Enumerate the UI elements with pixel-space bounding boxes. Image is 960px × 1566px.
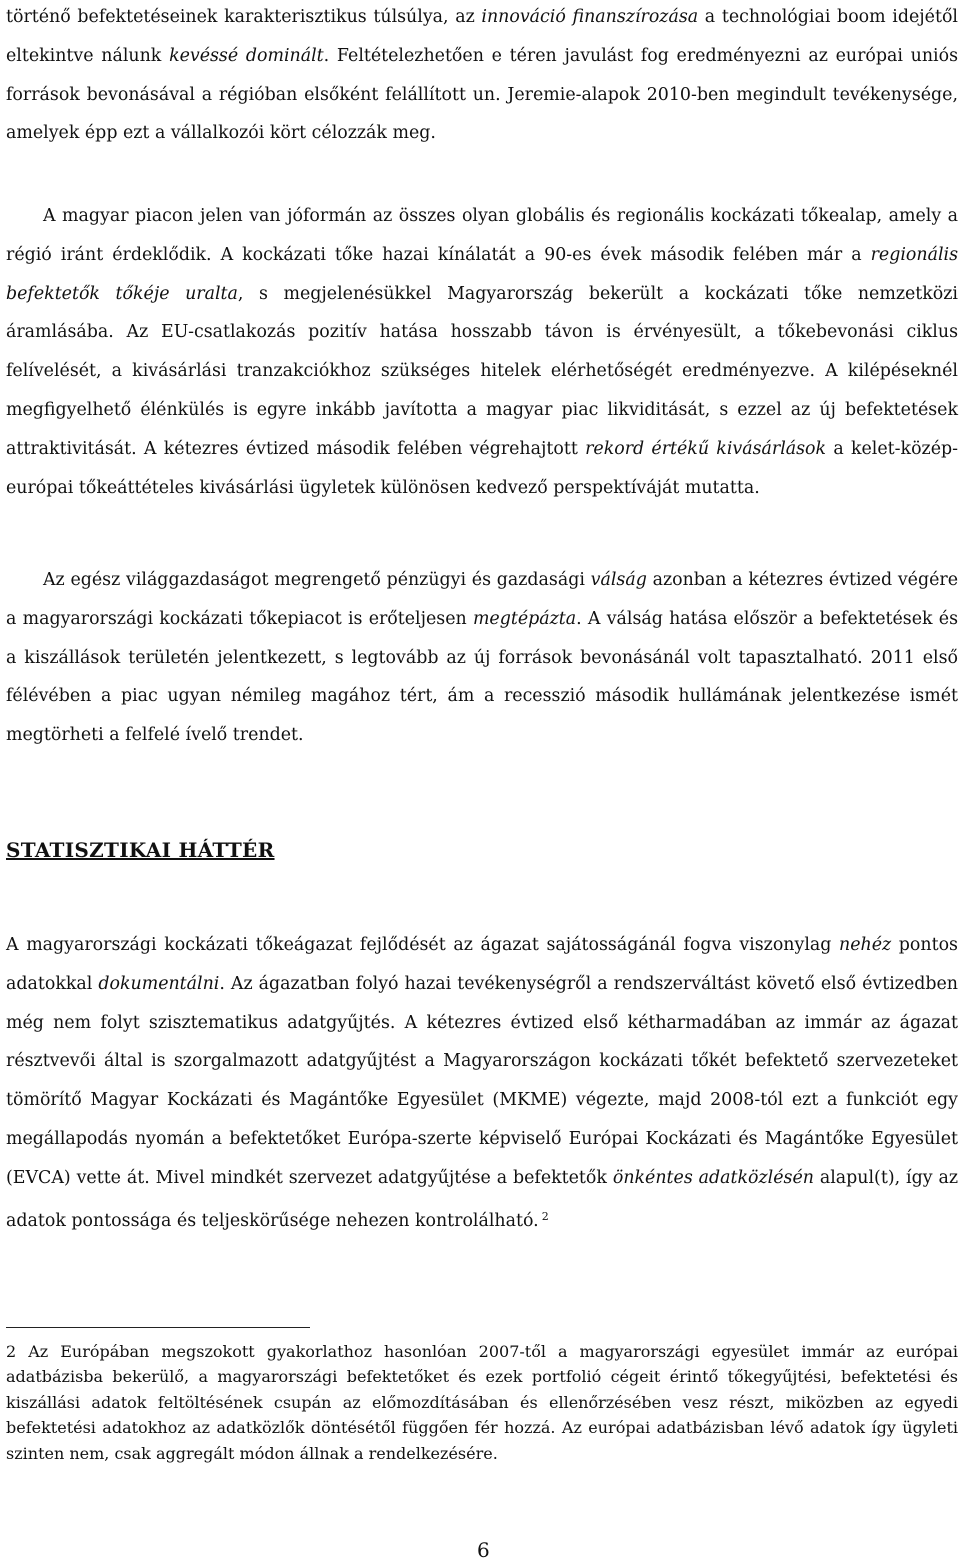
text-span: pontos adatokkal: [6, 935, 958, 994]
text-span: A magyar piacon jelen van jóformán az összes olyan globális és regionális kockázati tőkealap, amely a régió iránt érdeklődik. A kockázati tőke hazai kínálatát a 90-es évek második felében már a: [6, 206, 958, 265]
text-span: A magyarországi kockázati tőkeágazat fejlődését az ágazat sajátosságánál fogva viszonylag: [6, 935, 840, 955]
text-span: történő befektetéseinek karakterisztikus túlsúlya, az: [6, 7, 482, 27]
text-span: alapul(t), így az adatok pontossága és teljeskörűsége nehezen kontrolálható.: [6, 1167, 958, 1231]
emphasis-text: megtépázta: [472, 608, 577, 629]
emphasis-text: rekord értékű kivásárlások: [585, 438, 827, 459]
page-number: 6: [477, 1538, 490, 1562]
text-span: a kelet-közép-európai tőkeáttételes kivásárlási ügyletek különösen kedvező perspektíváját mutatta.: [6, 438, 958, 498]
footnote-reference[interactable]: 2: [541, 1209, 549, 1223]
paragraph-market-players: [6, 197, 958, 507]
emphasis-text: válság: [590, 570, 647, 590]
section-heading: STATISZTIKAI HÁTTÉR: [6, 838, 275, 862]
emphasis-text: innováció finanszírozása: [481, 7, 699, 27]
footnote-separator: [6, 1327, 310, 1328]
paragraph-crisis: [6, 561, 958, 755]
text-span: . Feltételezhetően e téren javulást fog eredményezni az európai uniós források bevonásával a régióban elsőként felállított un. Jeremie-alapok 2010-ben megindult tevékenysége, amelyek épp ezt a vállalkozói kört célozzák meg.: [6, 45, 959, 144]
text-span: azonban a kétezres évtized végére a magyarországi kockázati tőkepiacot is erőteljesen: [6, 570, 958, 629]
text-span: . A válság hatása először a befektetések és a kiszállások területén jelentkezett, s legtovább az új források bevonásánál volt tapasztalható. 2011 első félévében a piac ugyan némileg magához tért, ám a recesszió második hullámának jelentkezése ismét megtörheti a felfelé ívelő trendet.: [6, 608, 958, 746]
footnote: [6, 1339, 958, 1466]
text-span: . Az ágazatban folyó hazai tevékenységről a rendszerváltást követő első évtizedben még nem folyt szisztematikus adatgyűjtés. A kétezres évtized első kétharmadában az immár az ágazat résztvevői által is szorgalmazott adatgyűjtést a Magyarországon kockázati tőkét befektető szervezeteket tömörítő Magyar Kockázati és Magántőke Egyesület (MKME) végezte, majd 2008-tól ezt a funkciót egy megállapodás nyomán a befektetőket Európa-szerte képviselő Európai Kockázati és Magántőke Egyesület (EVCA) vette át. Mivel mindkét szervezet adatgyűjtése a befektetők: [6, 973, 958, 1188]
paragraph-innovation-financing: [6, 0, 958, 153]
footnote-text: Az Európában megszokott gyakorlathoz hasonlóan 2007-től a magyarországi egyesület immár az európai adatbázisba bekerülő, a magyarországi befektetőket és ezek portfolió cégeit érintő tőkegyűjtési, befektetési és kiszállási adatok feltöltésének csupán az előmozdításában és ellenőrzésében vesz részt, miközben az egyedi befektetési adatokhoz az adatközlők döntésétől függően fér hozzá. Az európai adatbázisban lévő adatok így ügyleti szinten nem, csak aggregált módon állnak a rendelkezésére.: [6, 1342, 958, 1463]
emphasis-text: regionális befektetők tőkéje uralta: [6, 244, 958, 304]
footnote-marker: 2: [6, 1342, 17, 1361]
text-span: a technológiai boom idejétől eltekintve nálunk: [6, 7, 958, 66]
text-span: , s megjelenésükkel Magyarország bekerült a kockázati tőke nemzetközi áramlásába. Az EU-csatlakozás pozitív hatása hosszabb távon is érvényesült, a tőkebevonási ciklus felívelését, a kivásárlási tranzakciókhoz szükséges hitelek elérhetőségét eredményezve. A kilépéseknél megfigyelhető élénkülés is egyre inkább javította a magyar piac likviditását, s ezzel az új befektetések attraktivitását. A kétezres évtized második felében végrehajtott: [6, 283, 958, 459]
text-span: Az egész világgazdaságot megrengető pénzügyi és gazdasági: [43, 570, 591, 590]
paragraph-statistics: [6, 926, 958, 1240]
emphasis-text: nehéz: [839, 935, 892, 955]
emphasis-text: kevéssé dominált: [169, 45, 324, 66]
emphasis-text: dokumentálni: [98, 973, 220, 994]
emphasis-text: önkéntes adatközlésén: [612, 1167, 814, 1188]
